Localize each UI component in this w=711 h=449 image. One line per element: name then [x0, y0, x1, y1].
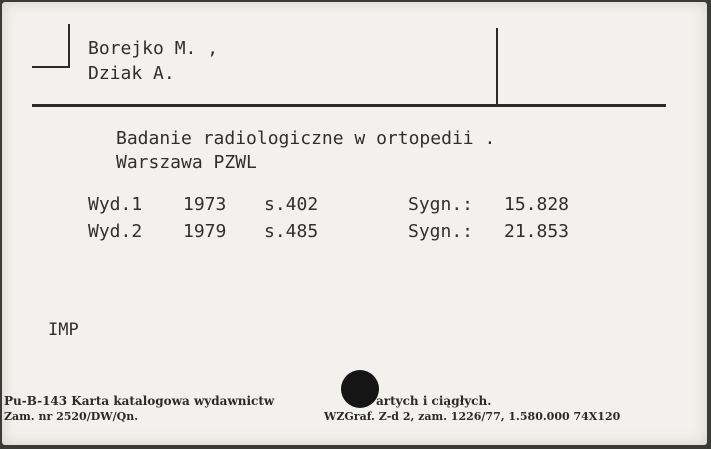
top-left-stub-line — [32, 66, 69, 68]
book-title: Badanie radiologiczne w ortopedii . — [116, 128, 496, 149]
top-left-vertical-line — [68, 24, 70, 68]
publisher-line: Warszawa PZWL — [116, 152, 257, 173]
edition-year: 1979 — [183, 221, 227, 242]
header-divider-vertical — [496, 28, 498, 106]
signature-label: Sygn.: — [408, 194, 474, 215]
author-line-2: Dziak A. — [88, 63, 175, 84]
edition-pages: s.402 — [264, 194, 319, 215]
edition-pages: s.485 — [264, 221, 319, 242]
author-line-1: Borejko M. , — [88, 38, 219, 59]
catalog-card — [2, 2, 707, 445]
footer-line-2-right: WZGraf. Z-d 2, zam. 1226/77, 1.580.000 74X120 — [324, 410, 621, 423]
signature-number: 15.828 — [504, 194, 570, 215]
signature-label: Sygn.: — [408, 221, 474, 242]
footer-line-1-left: Pu-B-143 Karta katalogowa wydawnictw — [4, 394, 275, 408]
footer-line-2-left: Zam. nr 2520/DW/Qn. — [4, 410, 139, 423]
edition-number: Wyd.1 — [88, 194, 143, 215]
header-divider-horizontal — [32, 104, 666, 107]
note-text: IMP — [48, 320, 79, 340]
signature-number: 21.853 — [504, 221, 570, 242]
punch-hole — [341, 370, 379, 408]
edition-number: Wyd.2 — [88, 221, 143, 242]
edition-year: 1973 — [183, 194, 227, 215]
footer-line-1-right: artych i ciągłych. — [376, 394, 492, 408]
